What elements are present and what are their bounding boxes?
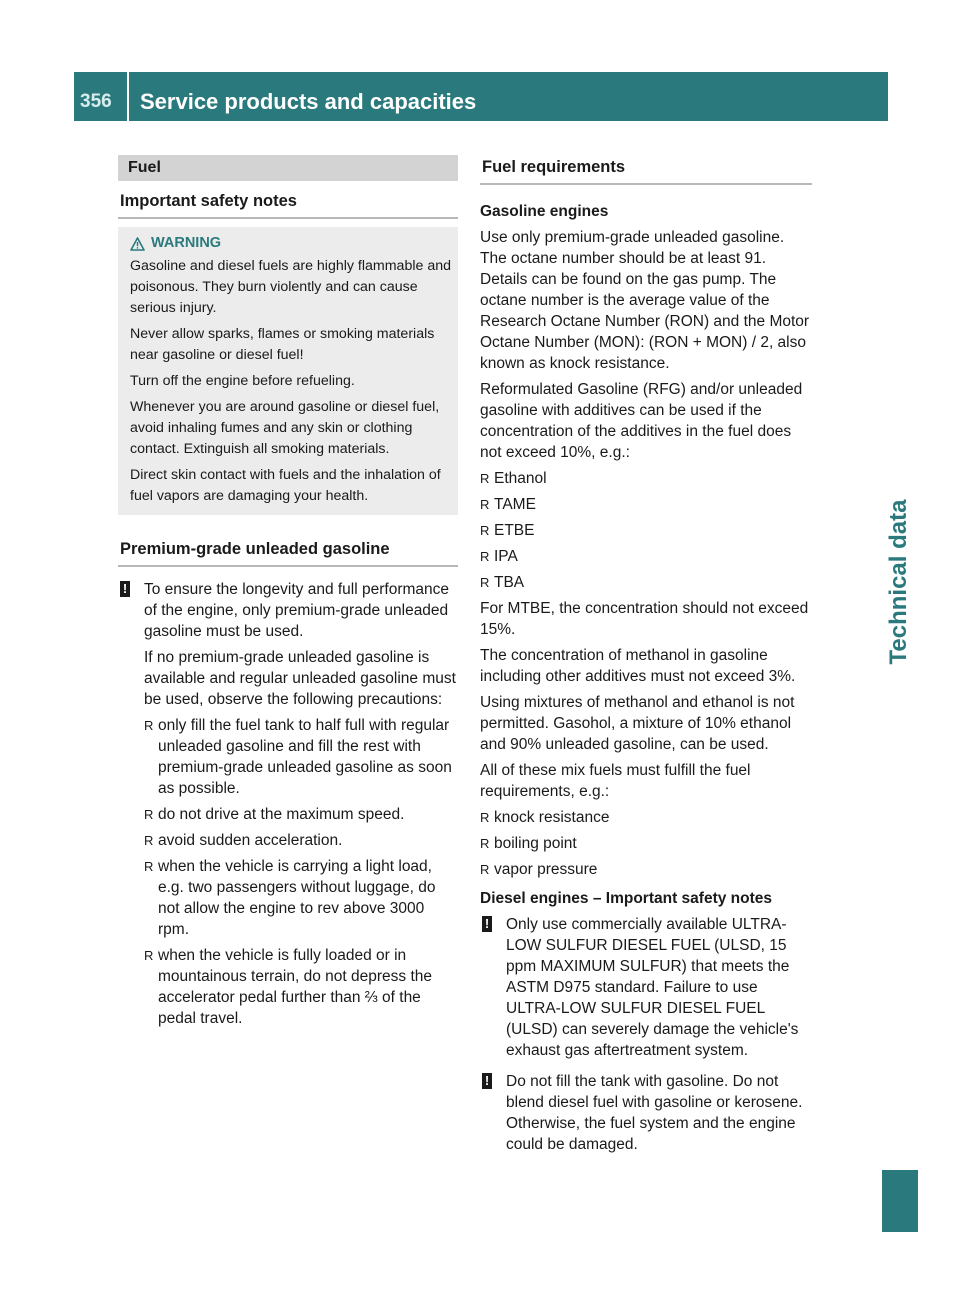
list-item: R vapor pressure (480, 859, 812, 880)
note-text: If no premium-grade unleaded gasoline is available and regular unleaded gasoline must be used, observe the following precautions: (144, 649, 456, 708)
warning-label: WARNING (151, 235, 222, 251)
paragraph: All of these mix fuels must fulfill the fuel requirements, e.g.: (480, 762, 751, 800)
list-item: R TAME (480, 494, 812, 515)
list-item: R when the vehicle is fully loaded or in mountainous terrain, do not depress the accelerator pedal further than ⅔ of the pedal travel. (144, 945, 458, 1029)
side-tab (880, 122, 918, 822)
list-item: R IPA (480, 546, 812, 567)
paragraph: For MTBE, the concentration should not exceed 15%. (480, 600, 809, 638)
paragraph: Reformulated Gasoline (RFG) and/or unleaded gasoline with additives can be used if the concentration of the additives in the fuel does not exceed 10%, e.g.: (480, 381, 803, 461)
paragraph: The concentration of methanol in gasoline including other additives must not exceed 3%. (480, 647, 796, 685)
fuel-requirements-body (480, 201, 812, 1155)
diesel-note (480, 914, 812, 1061)
paragraph: Use only premium-grade unleaded gasoline. The octane number should be at least 91. Details can be found on the gas pump. The octane number is the average value of the Research Octane Number (RON) and the Motor Octane Number (MON): (RON + MON) / 2, also known as knock resistance. (480, 229, 810, 372)
fuel-requirements-heading: Fuel requirements (480, 151, 812, 185)
warning-paragraph: Turn off the engine before refueling. (130, 373, 355, 389)
list-item: R avoid sudden acceleration. (144, 830, 458, 851)
safety-heading: Important safety notes (118, 185, 458, 219)
diesel-heading: Diesel engines – Important safety notes (480, 890, 773, 907)
page-title: Service products and capacities (140, 89, 477, 114)
note-text: Only use commercially available ULTRA-LOW SULFUR DIESEL FUEL (ULSD, 15 ppm MAXIMUM SULFUR) that meets the ASTM D975 standard. Failure to use ULTRA-LOW SULFUR DIESEL FUEL (ULSD) can severely damage the vehicle's exhaust gas aftertreatment system. (506, 916, 799, 1059)
caution-icon: ! (120, 581, 130, 597)
caution-icon: ! (482, 916, 492, 932)
page-number: 356 (80, 91, 112, 112)
warning-paragraph: Gasoline and diesel fuels are highly flammable and poisonous. They burn violently and can cause serious injury. (130, 258, 451, 316)
list-item: R TBA (480, 572, 812, 593)
warning-paragraph: Direct skin contact with fuels and the inhalation of fuel vapors are damaging your health. (130, 467, 441, 504)
note-text: Do not fill the tank with gasoline. Do not blend diesel fuel with gasoline or kerosene. Otherwise, the fuel system and the engine could be damaged. (506, 1073, 803, 1153)
gasoline-heading: Gasoline engines (480, 203, 609, 220)
note-text: To ensure the longevity and full performance of the engine, only premium-grade unleaded gasoline must be used. (144, 581, 450, 640)
caution-icon: ! (482, 1073, 492, 1089)
requirements-list (480, 807, 812, 880)
list-item: R Ethanol (480, 468, 812, 489)
precautions-list (144, 715, 458, 1029)
list-item: R only fill the fuel tank to half full with regular unleaded gasoline and fill the rest with premium-grade unleaded gasoline as soon as possible. (144, 715, 458, 799)
list-item: R knock resistance (480, 807, 812, 828)
paragraph: Using mixtures of methanol and ethanol is not permitted. Gasohol, a mixture of 10% ethanol and 90% unleaded gasoline, can be used. (480, 694, 795, 753)
warning-paragraph: Whenever you are around gasoline or diesel fuel, avoid inhaling fumes and any skin or clothing contact. Extinguish all smoking materials. (130, 399, 440, 457)
right-column (480, 151, 812, 1160)
additives-list (480, 468, 812, 593)
warning-title (130, 233, 452, 254)
side-tab-marker (882, 1170, 918, 1232)
warning-box (118, 227, 458, 515)
side-tab-label: Technical data (885, 499, 912, 665)
list-item: R boiling point (480, 833, 812, 854)
warning-paragraph: Never allow sparks, flames or smoking materials near gasoline or diesel fuel! (130, 326, 435, 363)
list-item: R ETBE (480, 520, 812, 541)
section-title: Fuel (118, 155, 458, 181)
list-item: R when the vehicle is carrying a light load, e.g. two passengers without luggage, do not allow the engine to rev above 3000 rpm. (144, 856, 458, 940)
premium-heading: Premium-grade unleaded gasoline (118, 533, 458, 567)
premium-note (118, 579, 458, 1029)
warning-triangle-icon (130, 237, 145, 251)
diesel-note (480, 1071, 812, 1155)
header-divider (127, 72, 129, 121)
left-column (118, 155, 458, 1034)
list-item: R do not drive at the maximum speed. (144, 804, 458, 825)
